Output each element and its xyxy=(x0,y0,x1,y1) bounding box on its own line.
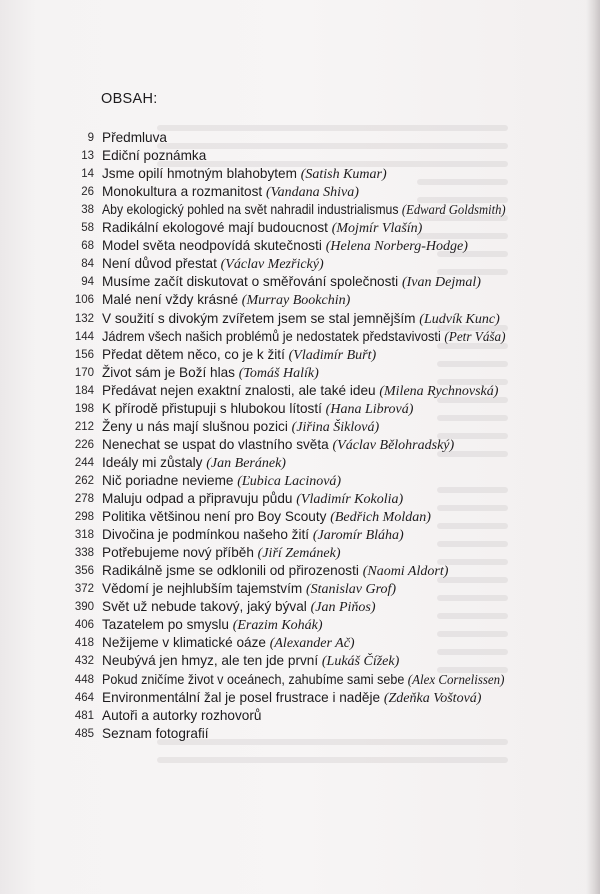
toc-entry-author: (Ivan Dejmal) xyxy=(401,275,481,291)
toc-page-number: 106 xyxy=(74,294,94,307)
toc-entry-title: Nenechat se uspat do vlastního světa xyxy=(102,436,333,452)
toc-entry-text xyxy=(102,219,422,238)
toc-entry-title: Jádrem všech našich problémů je nedostatek představivosti xyxy=(102,328,445,344)
toc-entry-title: K přírodě přistupuji s hlubokou lítostí xyxy=(102,400,326,416)
toc-entry-text xyxy=(102,364,319,383)
toc-entry-text xyxy=(102,418,379,437)
toc-entry-text xyxy=(102,147,206,165)
toc-entry-author: (Petr Váša) xyxy=(444,329,506,345)
toc-entry-title: Model světa neodpovídá skutečnosti xyxy=(102,238,326,254)
toc-page-number: 464 xyxy=(74,691,94,704)
toc-entry-text xyxy=(102,490,403,509)
toc-entry xyxy=(0,490,520,508)
toc-entry-author: (Murray Bookchin) xyxy=(241,293,351,309)
toc-entry xyxy=(0,454,520,472)
toc-entry-author: (Ludvík Kunc) xyxy=(419,311,500,327)
toc-entry xyxy=(0,291,520,309)
toc-entry-title: Aby ekologický pohled na svět nahradil industrialismus xyxy=(102,202,402,218)
toc-entry-author: (Václav Bělohradský) xyxy=(332,437,455,453)
toc-entry-author: (Vladimír Buřt) xyxy=(288,347,377,363)
toc-page-number: 14 xyxy=(81,168,94,181)
toc-page-number: 198 xyxy=(74,402,94,415)
toc-entry xyxy=(0,382,520,400)
toc-entry xyxy=(0,436,520,454)
toc-entry-title: Maluju odpad a připravuju půdu xyxy=(102,491,297,506)
toc-entry xyxy=(0,689,520,707)
toc-entry-author: (Jaromír Bláha) xyxy=(312,528,404,544)
toc-entry-author: (Jiří Zemánek) xyxy=(257,546,341,562)
toc-page-number: 212 xyxy=(74,420,94,433)
toc-entry xyxy=(0,129,520,147)
toc-entry-text xyxy=(102,707,261,725)
contents-heading: OBSAH: xyxy=(101,91,158,107)
toc-entry-title: Radikálně jsme se odklonili od přirozenosti xyxy=(102,563,363,579)
toc-page-number: 356 xyxy=(74,565,94,578)
page-edge xyxy=(586,0,600,894)
toc-entry-author: (Mojmír Vlašín) xyxy=(331,221,423,237)
toc-page-number: 338 xyxy=(74,547,94,560)
toc-page-number: 406 xyxy=(74,619,94,632)
toc-page-number: 9 xyxy=(87,132,94,144)
toc-entry-author: (Erazim Kohák) xyxy=(232,618,323,634)
toc-entry xyxy=(0,580,520,598)
toc-entry-author: (Bedřich Moldan) xyxy=(330,510,431,526)
toc-entry-title: Potřebujeme nový příběh xyxy=(102,545,258,561)
toc-entry-title: Autoři a autorky rozhovorů xyxy=(102,707,262,723)
toc-entry-text xyxy=(102,291,350,310)
toc-entry-title: Ideály mi zůstaly xyxy=(102,454,207,470)
toc-entry-title: Monokultura a rozmanitost xyxy=(102,184,266,200)
toc-entry-text xyxy=(102,671,504,690)
toc-entry-text xyxy=(102,346,376,365)
toc-entry xyxy=(0,616,520,634)
toc-entry-text xyxy=(102,328,506,347)
toc-page-number: 184 xyxy=(74,384,94,397)
toc-page-number: 144 xyxy=(74,330,94,343)
toc-entry-text xyxy=(102,508,431,527)
toc-entry xyxy=(0,634,520,652)
toc-page-number: 390 xyxy=(74,601,94,614)
toc-entry-title: Život sám je Boží hlas xyxy=(102,364,239,380)
toc-entry xyxy=(0,183,520,201)
toc-entry xyxy=(0,364,520,382)
toc-entry-text xyxy=(102,616,323,635)
toc-entry-text xyxy=(102,454,286,473)
toc-entry-text xyxy=(102,436,454,455)
toc-entry-title: Nič poriadne nevieme xyxy=(102,472,238,488)
toc-entry xyxy=(0,472,520,490)
toc-entry-author: (Ľubica Lacinová) xyxy=(237,473,342,489)
toc-entry-title: Musíme začít diskutovat o směřování společnosti xyxy=(102,274,402,290)
toc-entry-title: Pokud zničíme život v oceánech, zahubíme sami sebe xyxy=(102,671,408,687)
toc-entry-author: (Alex Cornelissen) xyxy=(407,672,505,688)
toc-page-number: 372 xyxy=(74,583,94,596)
toc-entry-author: (Tomáš Halík) xyxy=(238,365,319,381)
toc-entry-author: (Vladimír Kokolia) xyxy=(296,492,404,507)
toc-entry-text xyxy=(102,634,355,653)
toc-page-number: 262 xyxy=(74,474,94,487)
toc-entry xyxy=(0,346,520,364)
toc-entry-title: Nežijeme v klimatické oáze xyxy=(102,635,270,651)
toc-page-number: 298 xyxy=(74,511,94,524)
toc-entry-title: Ediční poznámka xyxy=(102,148,207,164)
toc-entry xyxy=(0,328,520,346)
toc-entry xyxy=(0,526,520,544)
toc-entry-author: (Stanislav Grof) xyxy=(306,582,397,598)
toc-entry-text xyxy=(102,689,481,708)
toc-page-number: 38 xyxy=(81,204,94,217)
toc-entry-text xyxy=(102,544,340,563)
toc-entry xyxy=(0,273,520,291)
toc-entry-title: Předmluva xyxy=(102,130,167,145)
toc-entry-author: (Lukáš Čížek) xyxy=(321,654,400,670)
toc-page-number: 485 xyxy=(74,727,94,740)
toc-entry xyxy=(0,707,520,725)
toc-page-number: 244 xyxy=(74,456,94,469)
toc-page-number: 226 xyxy=(74,438,94,451)
toc-entry-title: Svět už nebude takový, jaký býval xyxy=(102,599,311,615)
toc-page-number: 278 xyxy=(74,493,94,505)
toc-entry-title: Tazatelem po smyslu xyxy=(102,617,233,633)
toc-entry-author: (Jan Beránek) xyxy=(206,455,286,471)
toc-page-number: 26 xyxy=(81,186,94,199)
toc-entry-title: Ženy u nás mají slušnou pozici xyxy=(102,418,292,434)
toc-entry-author: (Edward Goldsmith) xyxy=(401,203,506,219)
toc-entry-title: Předávat nejen exaktní znalosti, ale také ideu xyxy=(102,382,380,398)
toc-entry-author: (Naomi Aldort) xyxy=(362,564,449,580)
toc-entry xyxy=(0,598,520,616)
toc-page-number: 58 xyxy=(81,222,94,235)
toc-entry xyxy=(0,147,520,165)
toc-entry-author: (Alexander Ač) xyxy=(269,636,355,652)
toc-page-number: 318 xyxy=(74,529,94,542)
toc-entry-text xyxy=(102,580,396,599)
toc-entry-text xyxy=(102,183,359,202)
toc-entry-text xyxy=(102,652,399,671)
toc-page-number: 448 xyxy=(74,673,94,686)
toc-entry-text xyxy=(102,400,413,419)
toc-entry xyxy=(0,508,520,526)
toc-entry xyxy=(0,237,520,255)
toc-page-number: 481 xyxy=(74,709,94,722)
toc-entry-author: (Jan Piňos) xyxy=(310,600,376,616)
toc-entry xyxy=(0,544,520,562)
toc-entry-text xyxy=(102,255,324,274)
toc-entry-title: Předat dětem něco, co je k žití xyxy=(102,346,289,362)
toc-entry-title: Politika většinou není pro Boy Scouty xyxy=(102,509,331,525)
toc-entry xyxy=(0,562,520,580)
toc-entry-text xyxy=(102,382,498,401)
toc-entry xyxy=(0,310,520,328)
toc-entry-text xyxy=(102,237,468,256)
toc-entry-text xyxy=(102,526,404,545)
toc-entry-title: Malé není vždy krásné xyxy=(102,292,242,308)
toc-entry-text xyxy=(102,273,481,292)
toc-page-number: 68 xyxy=(81,240,94,253)
toc-entry-title: Divočina je podmínkou našeho žití xyxy=(102,527,313,543)
toc-entry-author: (Jiřina Šiklová) xyxy=(291,419,380,435)
toc-entry-author: (Milena Rychnovská) xyxy=(379,383,499,399)
toc-entry-title: Seznam fotografií xyxy=(102,725,209,741)
toc-entry-text xyxy=(102,310,500,329)
toc-entry xyxy=(0,165,520,183)
toc-entry-text xyxy=(102,725,209,743)
toc-page-number: 94 xyxy=(81,276,94,289)
toc-page-number: 132 xyxy=(74,312,94,325)
toc-entry-title: Neubývá jen hmyz, ale ten jde první xyxy=(102,653,322,669)
toc-entry-title: Jsme opilí hmotným blahobytem xyxy=(102,166,301,182)
toc-page-number: 170 xyxy=(74,366,94,379)
toc-entry xyxy=(0,671,520,689)
toc-entry xyxy=(0,219,520,237)
toc-entry xyxy=(0,400,520,418)
toc-entry xyxy=(0,201,520,219)
toc-entry-title: Vědomí je nejhlubším tajemstvím xyxy=(102,581,306,597)
toc-entry-title: Environmentální žal je posel frustrace i naděje xyxy=(102,689,384,705)
toc-entry-text xyxy=(102,598,376,617)
toc-entry xyxy=(0,418,520,436)
toc-entry-author: (Hana Librová) xyxy=(325,401,414,417)
toc-page-number: 156 xyxy=(74,348,94,361)
toc-entry-title: Radikální ekologové mají budoucnost xyxy=(102,220,332,236)
toc-entry-text xyxy=(102,562,448,581)
toc-page-number: 432 xyxy=(74,655,94,668)
toc-entry-text xyxy=(102,165,387,184)
toc-page-number: 84 xyxy=(81,258,94,271)
toc-entry-author: (Satish Kumar) xyxy=(300,167,387,183)
toc-entry-title: V soužití s divokým zvířetem jsem se stal jemnějším xyxy=(102,310,420,326)
toc-entry-text xyxy=(102,472,341,491)
toc-entry-author: (Vandana Shiva) xyxy=(265,185,359,201)
toc-page-number: 13 xyxy=(81,150,94,163)
toc-entry xyxy=(0,652,520,670)
toc-entry-author: (Helena Norberg-Hodge) xyxy=(325,239,468,255)
toc-page-number: 418 xyxy=(74,637,94,650)
toc-entry-author: (Zdeňka Voštová) xyxy=(383,690,482,706)
toc-entry xyxy=(0,255,520,273)
toc-entry-title: Není důvod přestat xyxy=(102,256,221,272)
toc-entry xyxy=(0,725,520,743)
toc-entry-author: (Václav Mezřický) xyxy=(220,257,324,273)
toc-entry-text xyxy=(102,201,506,220)
toc-entry-text xyxy=(102,129,167,147)
